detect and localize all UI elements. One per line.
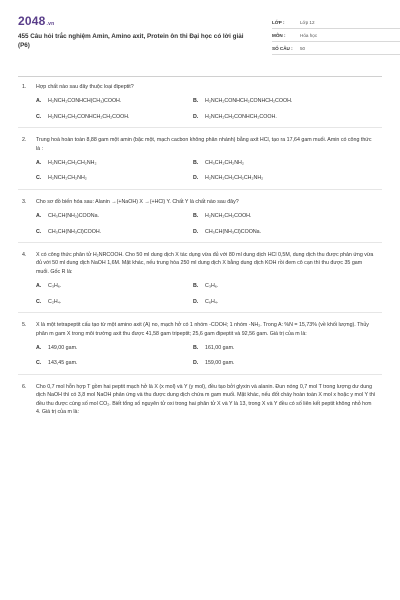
- question-5: [18, 321, 382, 368]
- option-text: 159,00 gam.: [205, 360, 235, 367]
- header-divider: [18, 76, 382, 77]
- option-letter: C.: [36, 228, 42, 235]
- option-text: H₂NCH₂CH₂COOH.: [205, 213, 252, 220]
- document-title: 455 Câu hỏi trắc nghiệm Amin, Amino axit, Protein ôn thi Đại học có lời giải (P6): [18, 33, 244, 49]
- option-text: H₂NCH₂CH₂CONHCH₂COOH.: [205, 113, 277, 120]
- option-letter: B.: [193, 160, 199, 167]
- answer-option[interactable]: [193, 298, 363, 306]
- option-text: C₃H₆.: [205, 283, 219, 290]
- option-letter: C.: [36, 113, 42, 120]
- question-stem: X có công thức phân tử H₂NRCOOH. Cho 50 ml dung dịch X tác dụng vừa đủ với 80 ml dung dịch HCl 0,5M, dung dịch thu được phản ứng vừa đủ với 50 ml dung dịch NaOH 1,6M. Mặt khác, nếu trung hòa 250 ml dung dịch X bằng dung dịch KOH rồi đem cô cạn thì thu được 35 gam muối. Gốc R là:: [36, 252, 374, 275]
- document-header: [18, 14, 382, 66]
- answer-option[interactable]: [36, 113, 193, 121]
- option-letter: A.: [36, 344, 42, 351]
- option-text: CH₃CH(NH₃Cl)COOH.: [48, 228, 102, 235]
- option-letter: A.: [36, 283, 42, 290]
- question-separator: [18, 242, 382, 243]
- option-text: 143,45 gam.: [48, 360, 78, 367]
- option-letter: A.: [36, 98, 42, 105]
- answer-option[interactable]: [36, 298, 193, 306]
- answer-options: [36, 344, 382, 368]
- option-letter: D.: [193, 298, 199, 305]
- question-4: [18, 251, 382, 306]
- question-number: 2.: [22, 137, 27, 144]
- option-text: C₃H₆.: [48, 283, 62, 290]
- question-2: [18, 136, 382, 183]
- answer-option[interactable]: [193, 212, 363, 220]
- question-6: [18, 383, 382, 417]
- question-separator: [18, 374, 382, 375]
- option-letter: B.: [193, 213, 199, 220]
- option-text: H₂NCH₂CH₂CH₂NH₂: [48, 160, 97, 167]
- answer-option[interactable]: [36, 97, 193, 105]
- document-meta: [272, 16, 400, 55]
- question-stem: X là một tetrapeptit cấu tạo từ một amino axit (A) no, mạch hở có 1 nhóm -COOH; 1 nhóm -NH₂. Trong A: %N = 15,73% (về khối lượng). Thủy phân m gam X trong môi trường axit thu được 41,58 gam tripeptit; 25,6 gam đipeptit và 92,56 gam. Giá trị của m là:: [36, 322, 369, 337]
- option-letter: D.: [193, 175, 199, 182]
- option-letter: B.: [193, 98, 199, 105]
- answer-option[interactable]: [36, 359, 193, 367]
- meta-row-class: LỚP : Lớp 12: [272, 16, 400, 29]
- answer-option[interactable]: [193, 282, 363, 290]
- option-letter: A.: [36, 213, 42, 220]
- answer-option[interactable]: [36, 174, 193, 182]
- question-separator: [18, 127, 382, 128]
- option-text: CH₃CH(NH₃Cl)COONa.: [205, 228, 262, 235]
- option-text: H₂NCH₂CH₂NH₂: [48, 175, 87, 182]
- option-letter: D.: [193, 228, 199, 235]
- question-stem: Trung hoà hoàn toàn 8,88 gam một amin (bậc một, mạch cacbon không phân nhánh) bằng axit HCl, tạo ra 17,64 gam muối. Amin có công thức là :: [36, 137, 372, 152]
- question-separator: [18, 189, 382, 190]
- site-logo[interactable]: 2048.vn: [18, 14, 55, 28]
- question-separator: [18, 312, 382, 313]
- answer-options: [36, 159, 382, 183]
- question-3: [18, 198, 382, 236]
- answer-option[interactable]: [36, 344, 193, 352]
- answer-options: [36, 212, 382, 236]
- option-text: 161,00 gam.: [205, 344, 235, 351]
- answer-option[interactable]: [36, 159, 193, 167]
- question-stem: Cho 0,7 mol hỗn hợp T gồm hai peptit mạch hở là X (x mol) và Y (y mol), đều tạo bởi glyxin và alanin. Đun nóng 0,7 mol T trong lượng dư dung dịch NaOH thì có 3,8 mol NaOH phản ứng và thu được dung dịch chứa m gam muối. Mặt khác, nếu đốt cháy hoàn toàn X mol x hoặc y mol Y thì đều thu được cùng số mol CO₂. Biết tổng số nguyên tử oxi trong hai phân tử X và Y là 13, trong X và Y đều có số liên kết peptit không nhỏ hơn 4. Giá trị của m là:: [36, 383, 376, 415]
- option-text: CH₃CH₂CH₂NH₂: [205, 160, 244, 167]
- answer-option[interactable]: [193, 174, 363, 182]
- option-letter: D.: [193, 360, 199, 367]
- answer-option[interactable]: [193, 228, 363, 236]
- option-text: 149,00 gam.: [48, 344, 78, 351]
- answer-option[interactable]: [193, 159, 363, 167]
- question-1: [18, 83, 382, 121]
- meta-row-count: SỐ CÂU : 50: [272, 42, 400, 55]
- option-text: C₂H₄.: [48, 298, 62, 305]
- question-number: 3.: [22, 198, 27, 205]
- option-letter: A.: [36, 160, 42, 167]
- option-text: CH₃CH(NH₂)COONa.: [48, 213, 100, 220]
- question-number: 4.: [22, 252, 27, 259]
- option-letter: C.: [36, 175, 42, 182]
- option-text: C₆H₄.: [205, 298, 219, 305]
- option-letter: C.: [36, 360, 42, 367]
- option-text: H₂NCH₂CH₂CONHCH₂CH₂COOH.: [48, 113, 130, 120]
- question-number: 5.: [22, 322, 27, 329]
- question-stem: Cho sơ đồ biến hóa sau: Alanin →(+NaOH) X →(+HCl) Y. Chất Y là chất nào sau đây?: [36, 198, 239, 205]
- answer-option[interactable]: [36, 212, 193, 220]
- question-stem: Hợp chất nào sau đây thuộc loại đipeptit?: [36, 84, 134, 90]
- question-number: 1.: [22, 84, 27, 90]
- meta-row-subject: MÔN : Hóa học: [272, 29, 400, 42]
- answer-option[interactable]: [193, 113, 363, 121]
- question-number: 6.: [22, 383, 27, 390]
- option-text: H₂NCH₂CH₂CH₂CH₂NH₂: [205, 175, 264, 182]
- answer-option[interactable]: [193, 344, 363, 352]
- option-letter: B.: [193, 283, 199, 290]
- answer-option[interactable]: [193, 97, 363, 105]
- answer-options: [36, 97, 382, 121]
- answer-options: [36, 282, 382, 306]
- option-text: H₂NCH₂CONHCH(CH₃)COOH.: [48, 98, 122, 105]
- option-letter: D.: [193, 113, 199, 120]
- answer-option[interactable]: [36, 282, 193, 290]
- answer-option[interactable]: [193, 359, 363, 367]
- option-letter: B.: [193, 344, 199, 351]
- option-letter: C.: [36, 298, 42, 305]
- option-text: H₂NCH₂CONHCH₂CONHCH₂COOH.: [205, 98, 293, 105]
- answer-option[interactable]: [36, 228, 193, 236]
- question-list: [18, 83, 382, 416]
